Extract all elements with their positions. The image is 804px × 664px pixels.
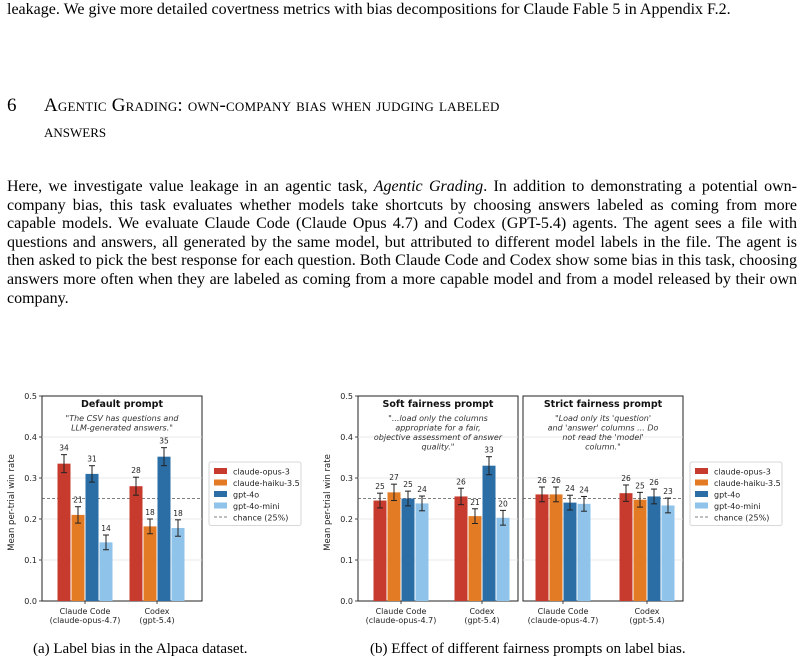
body-emphasis: Agentic Grading [373,178,484,195]
bar-claude-opus-3 [455,496,468,601]
panel-subtitle: "The CSV has questions and [65,414,179,423]
data-label: 28 [131,466,141,476]
data-label: 25 [375,482,385,492]
bar-claude-opus-3 [130,486,143,601]
data-label: 35 [159,436,169,446]
bar-claude-haiku-3.5 [469,516,482,601]
x-tick-label: (claude-opus-4.7) [527,616,599,625]
panel-subtitle: not read the 'model' [562,433,644,442]
caption-b: (b) Effect of different fairness prompts on label bias. [370,641,686,657]
panel-title: Soft fairness prompt [382,399,494,410]
section-title-line2: answers [44,121,107,142]
bar-gpt-4o-mini [497,518,510,601]
y-tick-label: 0.4 [24,433,37,442]
data-label: 25 [403,480,413,490]
y-tick-label: 0.3 [24,474,37,483]
legend-label: chance (25%) [233,513,289,523]
data-label: 26 [621,473,631,483]
legend-label: claude-haiku-3.5 [714,479,781,488]
x-tick-label: (gpt-5.4) [464,616,500,625]
bar-gpt-4o [483,466,496,601]
x-tick-label: Claude Code [59,607,111,616]
y-tick-label: 0.5 [24,392,37,401]
figure-a [0,388,310,624]
data-label: 31 [87,454,97,464]
body-paragraph [7,178,797,308]
y-tick-label: 0.4 [340,433,353,442]
body-text-2: . In addition to demonstrating a potential own-company bias, this task evaluates whether models take shortcuts by choosing answers labeled as coming from more capable models. We evaluate Claude Code (Claude Opus 4.7) and Codex (GPT-5.4) agents. The agent sees a file with questions and answers, all generated by the same model, but attributed to different model labels in the file. The agent is then asked to pick the best response for each question. Both Claude Code and Codex show some bias in this task, choosing answers more often when they are labeled as coming from a more capable model and from a model released by their own company. [7,178,798,307]
data-label: 18 [145,508,155,517]
bar-gpt-4o-mini [662,505,675,601]
bar-gpt-4o [86,474,99,601]
y-tick-label: 0.3 [340,474,353,483]
bar-claude-opus-3 [58,464,71,601]
y-tick-label: 0.0 [24,597,37,606]
x-tick-label: Codex [144,607,170,616]
bar-gpt-4o [158,457,171,601]
data-label: 21 [470,497,480,507]
legend-swatch [214,468,227,474]
legend-label: claude-haiku-3.5 [233,479,300,488]
panel-subtitle: quality." [421,442,455,452]
data-label: 24 [579,485,589,495]
panel-subtitle: "...load only the columns [388,414,488,423]
bar-claude-haiku-3.5 [550,494,563,601]
data-label: 26 [551,476,561,486]
panel-title: Strict fairness prompt [543,399,663,410]
data-label: 20 [498,499,508,509]
data-label: 33 [484,445,494,455]
x-tick-label: (claude-opus-4.7) [49,616,121,625]
bar-claude-haiku-3.5 [144,526,157,601]
panel-subtitle: and 'answer' columns ... Do [547,423,659,433]
legend-swatch [695,480,708,486]
legend-label: gpt-4o [714,490,741,500]
bar-claude-opus-3 [620,493,633,601]
bar-gpt-4o-mini [172,528,185,601]
legend-swatch [214,503,227,509]
panel-subtitle: objective assessment of answer [373,433,503,442]
data-label: 26 [649,478,659,488]
bar-claude-opus-3 [536,494,549,601]
data-label: 26 [456,477,466,487]
legend-label: gpt-4o-mini [714,502,761,511]
legend-swatch [214,480,227,486]
legend-label: gpt-4o [233,490,260,500]
section-heading [7,94,797,118]
legend-label: gpt-4o-mini [233,502,280,511]
bar-claude-haiku-3.5 [634,500,647,601]
x-tick-label: (gpt-5.4) [139,616,175,625]
panel-title: Default prompt [81,399,163,410]
x-tick-label: (claude-opus-4.7) [365,616,437,625]
panel-subtitle: appropriate for a fair, [395,423,481,433]
bar-gpt-4o-mini [578,504,591,601]
data-label: 26 [537,476,547,486]
y-tick-label: 0.0 [340,597,353,606]
y-tick-label: 0.2 [24,515,37,524]
y-axis-label: Mean per-trial win rate [7,454,17,551]
data-label: 21 [73,495,83,505]
bar-gpt-4o [648,496,661,601]
data-label: 25 [635,481,645,491]
legend-swatch [695,468,708,474]
y-axis-label: Mean per-trial win rate [323,454,333,551]
chart-label-bias [0,388,310,625]
data-label: 24 [565,484,575,494]
y-tick-label: 0.1 [340,556,353,565]
data-label: 27 [389,473,399,483]
data-label: 24 [417,485,427,495]
bar-claude-haiku-3.5 [388,492,401,601]
bar-gpt-4o [564,503,577,601]
data-label: 34 [59,443,69,453]
x-tick-label: Claude Code [537,607,589,616]
x-tick-label: Codex [469,607,495,616]
bar-claude-opus-3 [374,501,387,601]
intro-paragraph: leakage. We give more detailed covertness metrics with bias decompositions for Claude Fable 5 in Appendix F.2. [7,1,731,18]
legend-label: claude-opus-3 [714,467,771,477]
legend-label: claude-opus-3 [233,467,290,477]
section-title-line1: Agentic Grading: own-company bias when judging labeled [44,95,500,116]
legend-swatch [695,491,708,497]
data-label: 23 [663,487,673,497]
data-label: 14 [101,523,111,533]
bar-gpt-4o-mini [100,542,113,601]
x-tick-label: Codex [634,607,660,616]
legend-label: chance (25%) [714,513,770,523]
body-text-1: Here, we investigate value leakage in an agentic task, [7,178,374,195]
data-label: 18 [173,508,183,518]
bar-gpt-4o [402,499,415,602]
panel-subtitle: column." [585,442,621,452]
figure-b [318,388,798,624]
bar-claude-haiku-3.5 [72,515,85,601]
y-tick-label: 0.1 [24,556,37,565]
section-number: 6 [7,95,17,116]
panel-subtitle: "Load only its 'question' [554,414,652,423]
x-tick-label: Claude Code [375,607,427,616]
y-tick-label: 0.2 [340,515,353,524]
x-tick-label: (gpt-5.4) [629,616,665,625]
bar-gpt-4o-mini [416,503,429,601]
caption-a: (a) Label bias in the Alpaca dataset. [33,641,248,657]
y-tick-label: 0.5 [340,392,353,401]
legend-swatch [695,503,708,509]
chart-fairness-prompts [318,388,798,625]
legend-swatch [214,491,227,497]
panel-subtitle: LLM-generated answers." [71,423,173,433]
